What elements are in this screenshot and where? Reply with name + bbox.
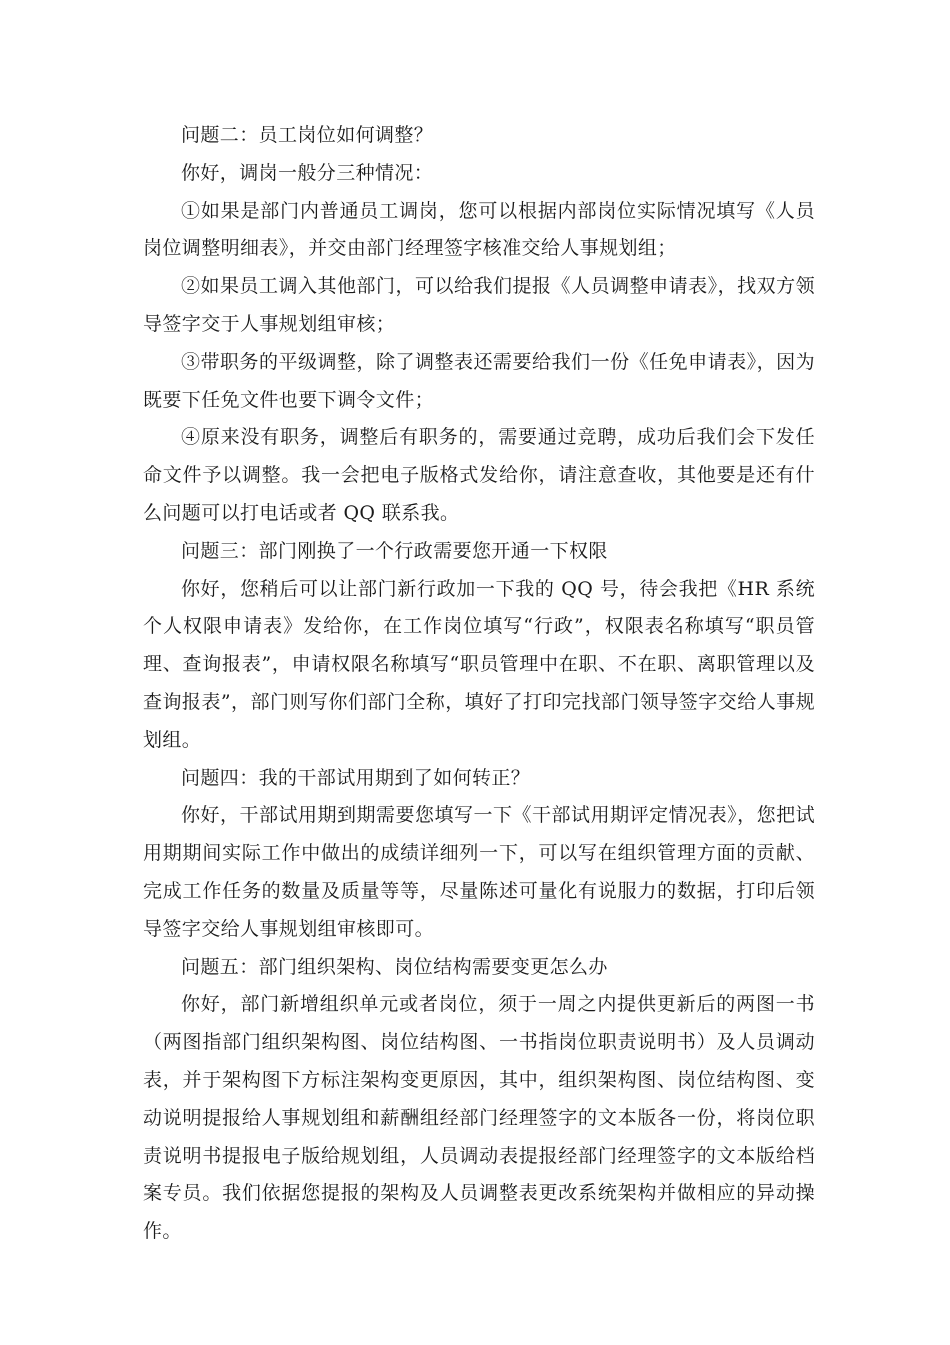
- answer-paragraph: 你好，干部试用期到期需要您填写一下《干部试用期评定情况表》，您把试用期期间实际工作中做出的成绩详细列一下，可以写在组织管理方面的贡献、完成工作任务的数量及质量等等，尽量陈述可量化有说服力的数据，打印后领导签字交给人事规划组审核即可。: [143, 804, 815, 940]
- answer-paragraph: 你好，调岗一般分三种情况：: [181, 161, 434, 184]
- answer-item-3: ③带职务的平级调整，除了调整表还需要给我们一份《任免申请表》，因为既要下任免文件也要下调令文件；: [143, 350, 815, 411]
- question-five-heading: 问题五：部门组织架构、岗位结构需要变更怎么办: [181, 955, 608, 978]
- answer-item-2: ②如果员工调入其他部门，可以给我们提报《人员调整申请表》，找双方领导签字交于人事规划组审核；: [143, 275, 815, 335]
- answer-item-4: ④原来没有职务，调整后有职务的，需要通过竞聘，成功后我们会下发任命文件予以调整。我一会把电子版格式发给你，请注意查收，其他要是还有什么问题可以打电话或者 QQ 联系我。: [143, 426, 815, 524]
- answer-item-1: ①如果是部门内普通员工调岗，您可以根据内部岗位实际情况填写《人员岗位调整明细表》，并交由部门经理签字核准交给人事规划组；: [143, 199, 815, 260]
- answer-paragraph: 你好，您稍后可以让部门新行政加一下我的 QQ 号，待会我把《HR 系统个人权限申请表》发给你，在工作岗位填写“行政”，权限表名称填写“职员管理、查询报表”，申请权限名称填写“职员管理中在职、不在职、离职管理以及查询报表”，部门则写你们部门全称，填好了打印完找部门领导签字交给人事规划组。: [143, 577, 815, 751]
- answer-paragraph: 你好，部门新增组织单元或者岗位，须于一周之内提供更新后的两图一书（两图指部门组织架构图、岗位结构图、一书指岗位职责说明书）及人员调动表，并于架构图下方标注架构变更原因，其中，组织架构图、岗位结构图、变动说明提报给人事规划组和薪酬组经部门经理签字的文本版各一份，将岗位职责说明书提报电子版给规划组，人员调动表提报经部门经理签字的文本版给档案专员。我们依据您提报的架构及人员调整表更改系统架构并做相应的异动操作。: [143, 993, 815, 1243]
- question-three-heading: 问题三：部门刚换了一个行政需要您开通一下权限: [181, 539, 608, 562]
- question-four-heading: 问题四：我的干部试用期到了如何转正？: [181, 766, 531, 789]
- question-two-heading: 问题二：员工岗位如何调整？: [181, 124, 434, 146]
- document-body: [143, 117, 815, 1251]
